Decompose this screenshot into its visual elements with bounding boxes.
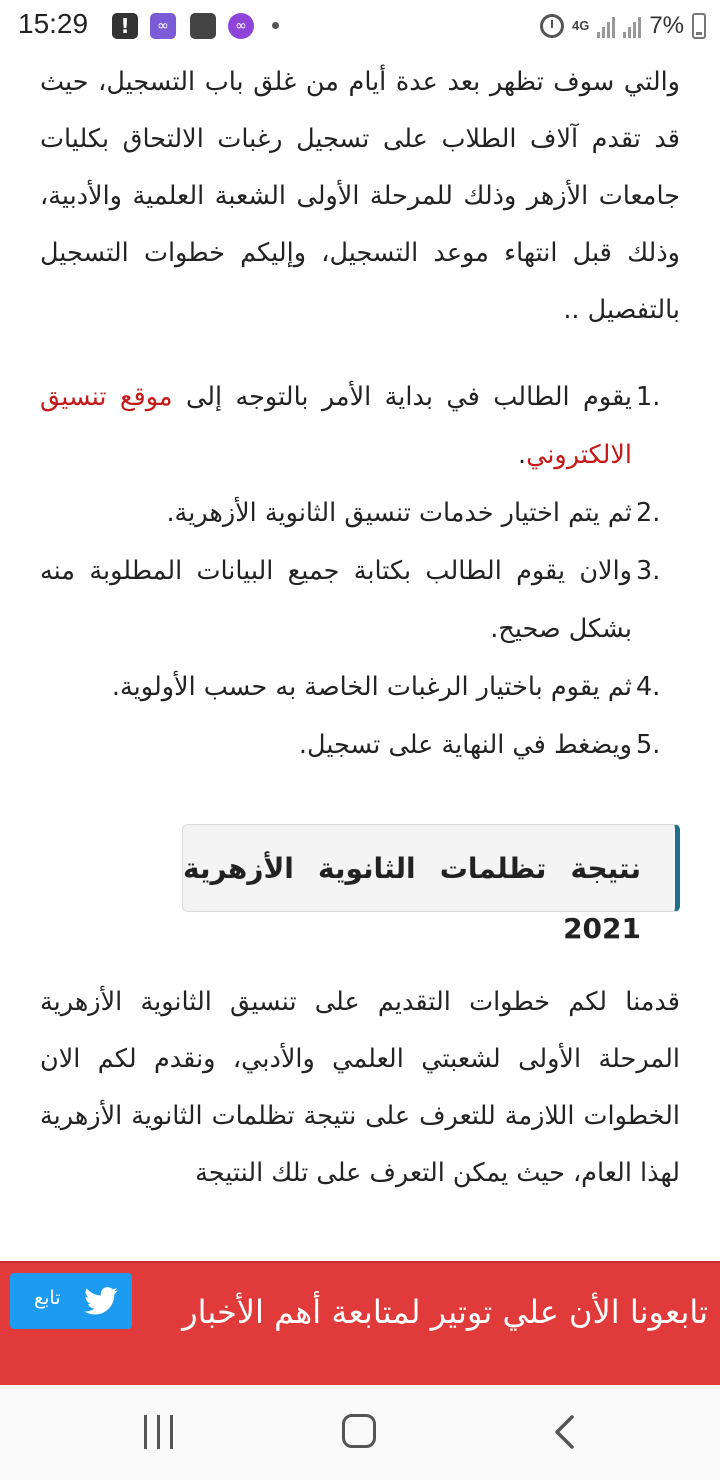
link-app-icon-2: ∞ (228, 13, 254, 39)
twitter-follow-button[interactable] (10, 1273, 132, 1329)
section-heading: نتيجة تظلمات الثانوية الأزهرية 2021 (183, 852, 641, 945)
list-item (40, 484, 661, 542)
list-item (40, 658, 661, 716)
article-body (40, 54, 680, 1202)
step-number: 1. (636, 382, 661, 412)
intro-paragraph: والتي سوف تظهر بعد عدة أيام من غلق باب التسجيل، حيث قد تقدم آلاف الطلاب على تسجيل رغبات الالتحاق بكليات جامعات الأزهر وذلك للمرحلة الأولى الشعبة العلمية والأدبية، وذلك قبل انتهاء موعد التسجيل، وإليكم خطوات التسجيل بالتفصيل .. (40, 67, 680, 325)
steps-list (40, 368, 680, 774)
twitter-bird-icon (84, 1287, 118, 1315)
battery-percent: 7% (649, 12, 684, 39)
status-right (540, 10, 706, 42)
status-time: 15:29 (18, 8, 89, 39)
gallery-icon (190, 13, 216, 39)
follow-banner-text[interactable]: تابعونا الأن علي توتير لمتابعة أهم الأخبار (182, 1293, 708, 1331)
recent-apps-icon[interactable] (142, 1415, 176, 1449)
dot-icon (272, 22, 279, 29)
tanseeq-site-link[interactable]: موقع تنسيق الالكتروني (40, 382, 632, 470)
step-number: 4. (636, 672, 661, 702)
signal-icon-2 (623, 14, 641, 38)
link-app-icon: ∞ (150, 13, 176, 39)
alert-icon: ! (112, 13, 138, 39)
list-item (40, 542, 661, 658)
second-paragraph: قدمنا لكم خطوات التقديم على تنسيق الثانوية الأزهرية المرحلة الأولى لشعبتي العلمي والأدبي، ونقدم لكم الان الخطوات اللازمة للتعرف على نتيجة تظلمات الثانوية الأزهرية لهذا العام، حيث يمكن التعرف على تلك النتيجة (40, 987, 680, 1188)
status-bar (0, 0, 720, 54)
list-item (40, 368, 661, 484)
follow-button-label: تابع (34, 1287, 61, 1309)
signal-icon (597, 14, 615, 38)
step-number: 5. (636, 730, 661, 760)
step-number: 3. (636, 556, 661, 586)
step-text: والان يقوم الطالب بكتابة جميع البيانات المطلوبة منه بشكل صحيح. (40, 556, 632, 644)
step-number: 2. (636, 498, 661, 528)
step-text: ويضغط في النهاية على تسجيل. (298, 730, 632, 760)
step-text: ثم يقوم باختيار الرغبات الخاصة به حسب الأولوية. (111, 672, 632, 702)
back-icon[interactable] (552, 1414, 576, 1450)
list-item (40, 716, 661, 774)
twitter-follow-banner[interactable] (0, 1261, 720, 1385)
navigation-bar (0, 1385, 720, 1480)
step-text-end: . (517, 440, 527, 470)
network-label: 4G (571, 18, 590, 33)
step-text: ثم يتم اختيار خدمات تنسيق الثانوية الأزهرية. (166, 498, 632, 528)
alarm-icon (540, 14, 564, 38)
section-heading-box (182, 824, 680, 945)
battery-charging-icon (692, 13, 706, 39)
home-icon[interactable] (342, 1414, 376, 1448)
step-text: يقوم الطالب في بداية الأمر بالتوجه إلى (172, 382, 633, 412)
